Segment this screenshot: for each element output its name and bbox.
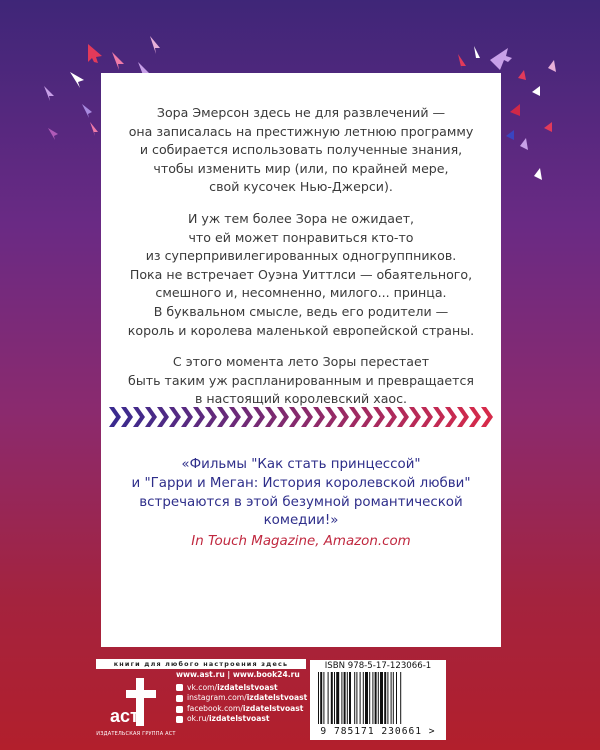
- publisher-links: [176, 670, 307, 725]
- social-url-prefix: vk.com/: [187, 682, 218, 692]
- blurb-line: из суперпривилегированных одногруппников.: [145, 248, 457, 264]
- blurb: [101, 104, 501, 409]
- arrow-mark: [544, 122, 552, 132]
- blurb-line: быть таким уж распланированным и превращается: [128, 372, 474, 388]
- ok-icon: [176, 716, 183, 723]
- social-url-prefix: facebook.com/: [187, 703, 243, 713]
- chevron-mark: [265, 407, 277, 427]
- chevron-mark: [253, 407, 265, 427]
- social-handle: izdatelstvoast: [208, 714, 270, 724]
- social-link-vk[interactable]: [176, 683, 307, 694]
- barcode-bar: [396, 672, 397, 724]
- social-url-prefix: ok.ru/: [187, 714, 209, 724]
- arrow-mark: [520, 138, 528, 150]
- quote-text: [101, 456, 501, 531]
- barcode-bar: [400, 672, 401, 724]
- blurb-line: она записалась на престижную летнюю программу: [128, 123, 474, 139]
- social-link-facebook[interactable]: [176, 704, 307, 715]
- publisher-tagline: книги для любого настроения здесь: [96, 659, 306, 669]
- barcode-digits: 9 785171 230661 >: [320, 726, 436, 737]
- chevron-mark: [385, 407, 397, 427]
- barcode-bar: [320, 672, 322, 724]
- chevron-mark: [169, 407, 181, 427]
- arrow-mark: [518, 70, 526, 80]
- blurb-line: С этого момента лето Зоры перестает: [172, 354, 430, 370]
- barcode-bars: [318, 672, 438, 726]
- barcode-bar: [363, 672, 364, 724]
- blurb-line: В буквальном смысле, ведь его родители —: [153, 303, 449, 319]
- barcode-bar: [344, 672, 346, 724]
- chevron-mark: [289, 407, 301, 427]
- barcode-bar: [334, 672, 335, 724]
- chevron-mark: [469, 407, 481, 427]
- social-handle: izdatelstvoast: [246, 693, 308, 703]
- ast-logo-text: аст: [110, 706, 139, 726]
- chevron-mark: [181, 407, 193, 427]
- chevron-mark: [313, 407, 325, 427]
- logo-caption: ИЗДАТЕЛЬСКАЯ ГРУППА АСТ: [96, 731, 176, 737]
- chevron-mark: [193, 407, 205, 427]
- blurb-line: король и королева маленькой европейской страны.: [127, 322, 475, 338]
- instagram-icon: [176, 695, 183, 702]
- chevron-mark: [349, 407, 361, 427]
- chevron-mark: [481, 407, 493, 427]
- barcode-bar: [354, 672, 355, 724]
- arrow-mark: [548, 60, 556, 72]
- social-handle: izdatelstvoast: [242, 703, 304, 713]
- barcode-bar: [347, 672, 348, 724]
- blurb-line: свой кусочек Нью-Джерси).: [209, 179, 393, 195]
- barcode-bar: [360, 672, 361, 724]
- chevron-mark: [205, 407, 217, 427]
- review-quote: [101, 456, 501, 552]
- barcode-bar: [384, 672, 386, 724]
- blurb-line: смешного и, несомненно, милого... принца.: [155, 285, 447, 301]
- chevron-mark: [433, 407, 445, 427]
- chevron-mark: [157, 407, 169, 427]
- barcode-bar: [328, 672, 329, 724]
- chevron-mark: [409, 407, 421, 427]
- arrow-mark: [82, 104, 92, 118]
- chevron-mark: [457, 407, 469, 427]
- arrow-mark: [532, 86, 540, 96]
- arrow-mark: [70, 72, 84, 88]
- barcode-bar: [393, 672, 394, 724]
- quote-line: комедии!»: [263, 513, 339, 529]
- chevron-mark: [373, 407, 385, 427]
- blurb-line: Зора Эмерсон здесь не для развлечений —: [156, 105, 446, 120]
- website-links[interactable]: www.ast.ru | www.book24.ru: [176, 670, 300, 679]
- social-url-prefix: instagram.com/: [187, 693, 247, 703]
- arrow-mark: [48, 128, 58, 140]
- blurb-line: и собирается использовать полученные знания,: [139, 142, 463, 158]
- arrow-mark: [112, 52, 124, 70]
- blurb-line: чтобы изменить мир (или, по крайней мере,: [153, 160, 449, 176]
- arrow-mark: [88, 44, 102, 63]
- vk-icon: [176, 684, 183, 691]
- blurb-paragraph-2: [101, 210, 501, 340]
- chevron-mark: [133, 407, 145, 427]
- arrow-mark: [458, 54, 466, 71]
- chevron-mark: [301, 407, 313, 427]
- blurb-paragraph-3: [101, 353, 501, 409]
- social-link-instagram[interactable]: [176, 693, 307, 704]
- blurb-line: в настоящий королевский хаос.: [194, 391, 408, 407]
- chevron-mark: [109, 407, 121, 427]
- barcode-bar: [391, 672, 392, 724]
- barcode-bar: [378, 672, 379, 724]
- text-panel: [101, 73, 501, 647]
- barcode-bar: [331, 672, 333, 724]
- barcode-bar: [369, 672, 370, 724]
- quote-source: In Touch Magazine, Amazon.com: [191, 534, 411, 550]
- barcode-bar: [365, 672, 368, 724]
- arrow-mark: [534, 168, 542, 180]
- isbn-text: ISBN 978-5-17-123066-1: [324, 661, 432, 671]
- arrow-mark: [90, 122, 98, 136]
- chevron-mark: [217, 407, 229, 427]
- chevron-mark: [325, 407, 337, 427]
- blurb-line: что ей может понравиться кто-то: [188, 229, 414, 245]
- chevron-mark: [421, 407, 433, 427]
- ast-logo: [106, 676, 160, 736]
- chevron-mark: [361, 407, 373, 427]
- barcode-bar: [380, 672, 383, 724]
- barcode-bar: [323, 672, 324, 724]
- arrow-mark: [510, 104, 520, 116]
- quote-line: «Фильмы "Как стать принцессой": [181, 457, 421, 472]
- barcode-bar: [336, 672, 339, 724]
- arrow-mark: [44, 86, 54, 101]
- chevron-mark: [241, 407, 253, 427]
- chevron-mark: [229, 407, 241, 427]
- barcode-bar: [387, 672, 388, 724]
- arrow-mark: [474, 46, 480, 58]
- social-link-ok[interactable]: [176, 714, 307, 725]
- arrow-mark: [150, 36, 160, 54]
- barcode-bar: [341, 672, 342, 724]
- blurb-line: Пока не встречает Оуэна Уиттлси — обаятельного,: [129, 266, 473, 282]
- chevron-mark: [397, 407, 409, 427]
- barcode-bar: [318, 672, 319, 724]
- chevron-mark: [145, 407, 157, 427]
- chevron-mark: [337, 407, 349, 427]
- quote-line: и "Гарри и Меган: История королевской любви": [131, 475, 471, 491]
- barcode-area: [310, 660, 446, 740]
- social-handle: izdatelstvoast: [217, 682, 278, 692]
- chevron-mark: [121, 407, 133, 427]
- blurb-paragraph-1: [101, 104, 501, 197]
- chevron-mark: [445, 407, 457, 427]
- chevron-mark: [277, 407, 289, 427]
- arrow-mark: [490, 48, 512, 70]
- facebook-icon: [176, 706, 183, 713]
- blurb-line: И уж тем более Зора не ожидает,: [187, 210, 415, 226]
- barcode-bar: [375, 672, 377, 724]
- chevron-divider: [109, 405, 493, 429]
- quote-line: встречаются в этой безумной романтической: [139, 494, 463, 510]
- arrow-mark: [506, 130, 514, 140]
- barcode-bar: [356, 672, 357, 724]
- barcode-bar: [349, 672, 351, 724]
- barcode-bar: [372, 672, 373, 724]
